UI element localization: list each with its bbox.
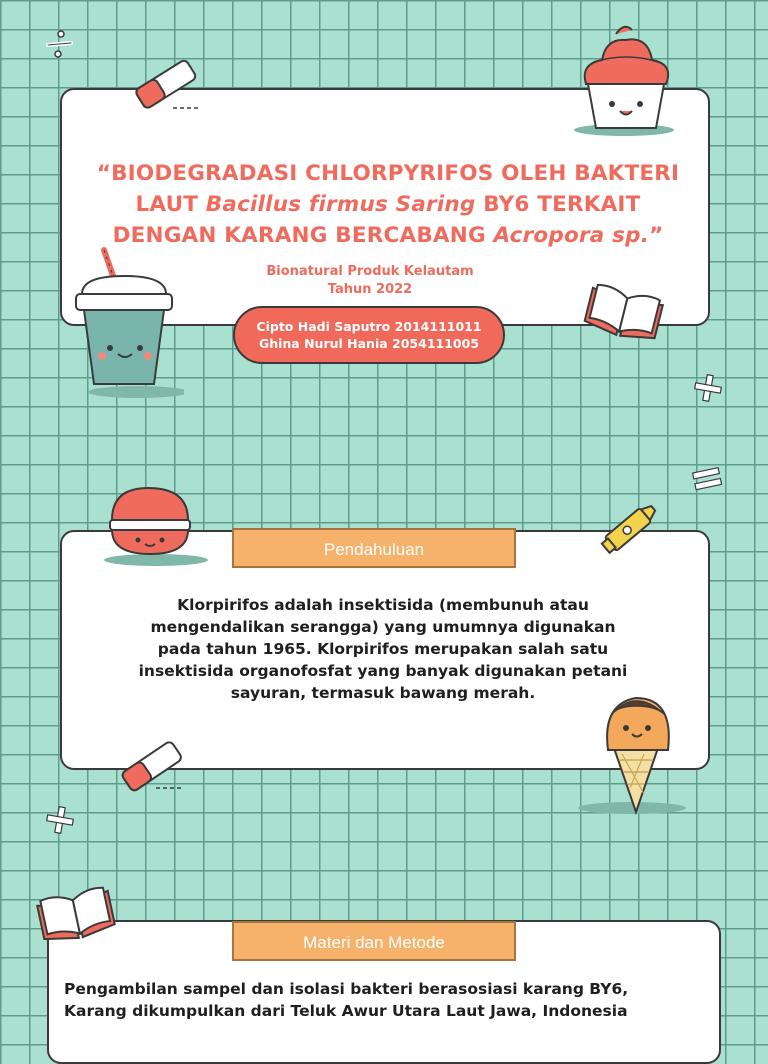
divide-icon (44, 28, 74, 60)
highlighter-icon (596, 494, 666, 560)
cupcake-icon (566, 14, 686, 138)
book-icon (582, 282, 666, 342)
methods-text: Pengambilan sampel dan isolasi bakteri berasosiasi karang BY6, Karang dikumpulkan dari Teluk Awur Utara Laut Jawa, Indonesia (64, 980, 629, 1020)
plus-icon (692, 372, 724, 404)
plus-icon-2 (44, 804, 76, 836)
macaron-icon (98, 480, 210, 572)
intro-heading: Pendahuluan (232, 528, 516, 568)
ice-cream-icon (574, 684, 692, 818)
year-label: Tahun 2022 (327, 282, 413, 297)
cup-icon (68, 246, 184, 402)
author-2: Ghina Nurul Hania 2054111005 (258, 336, 480, 351)
intro-text: Klorpirifos adalah insektisida (membunuh atau mengendalikan serangga) yang umumnya digunakan pada tahun 1965. Klorpirifos merupakan salah satu insektisida organofosfat yang banyak digunakan petani sayuran, termasuk bawang merah. (138, 596, 628, 702)
book-icon-2 (34, 884, 118, 946)
eraser-icon-2 (114, 738, 194, 794)
authors-badge (233, 306, 505, 364)
methods-heading: Materi dan Metode (232, 921, 516, 961)
poster-title: “BIODEGRADASI CHLORPYRIFOS OLEH BAKTERI LAUT Bacillus firmus Saring BY6 TERKAIT DENGAN KARANG BERCABANG Acropora sp.” (96, 161, 680, 248)
course-name: Bionatural Produk Kelautam (266, 264, 474, 279)
equals-icon (690, 462, 726, 494)
eraser-icon (128, 56, 208, 112)
author-1: Cipto Hadi Saputro 2014111011 (256, 319, 482, 334)
